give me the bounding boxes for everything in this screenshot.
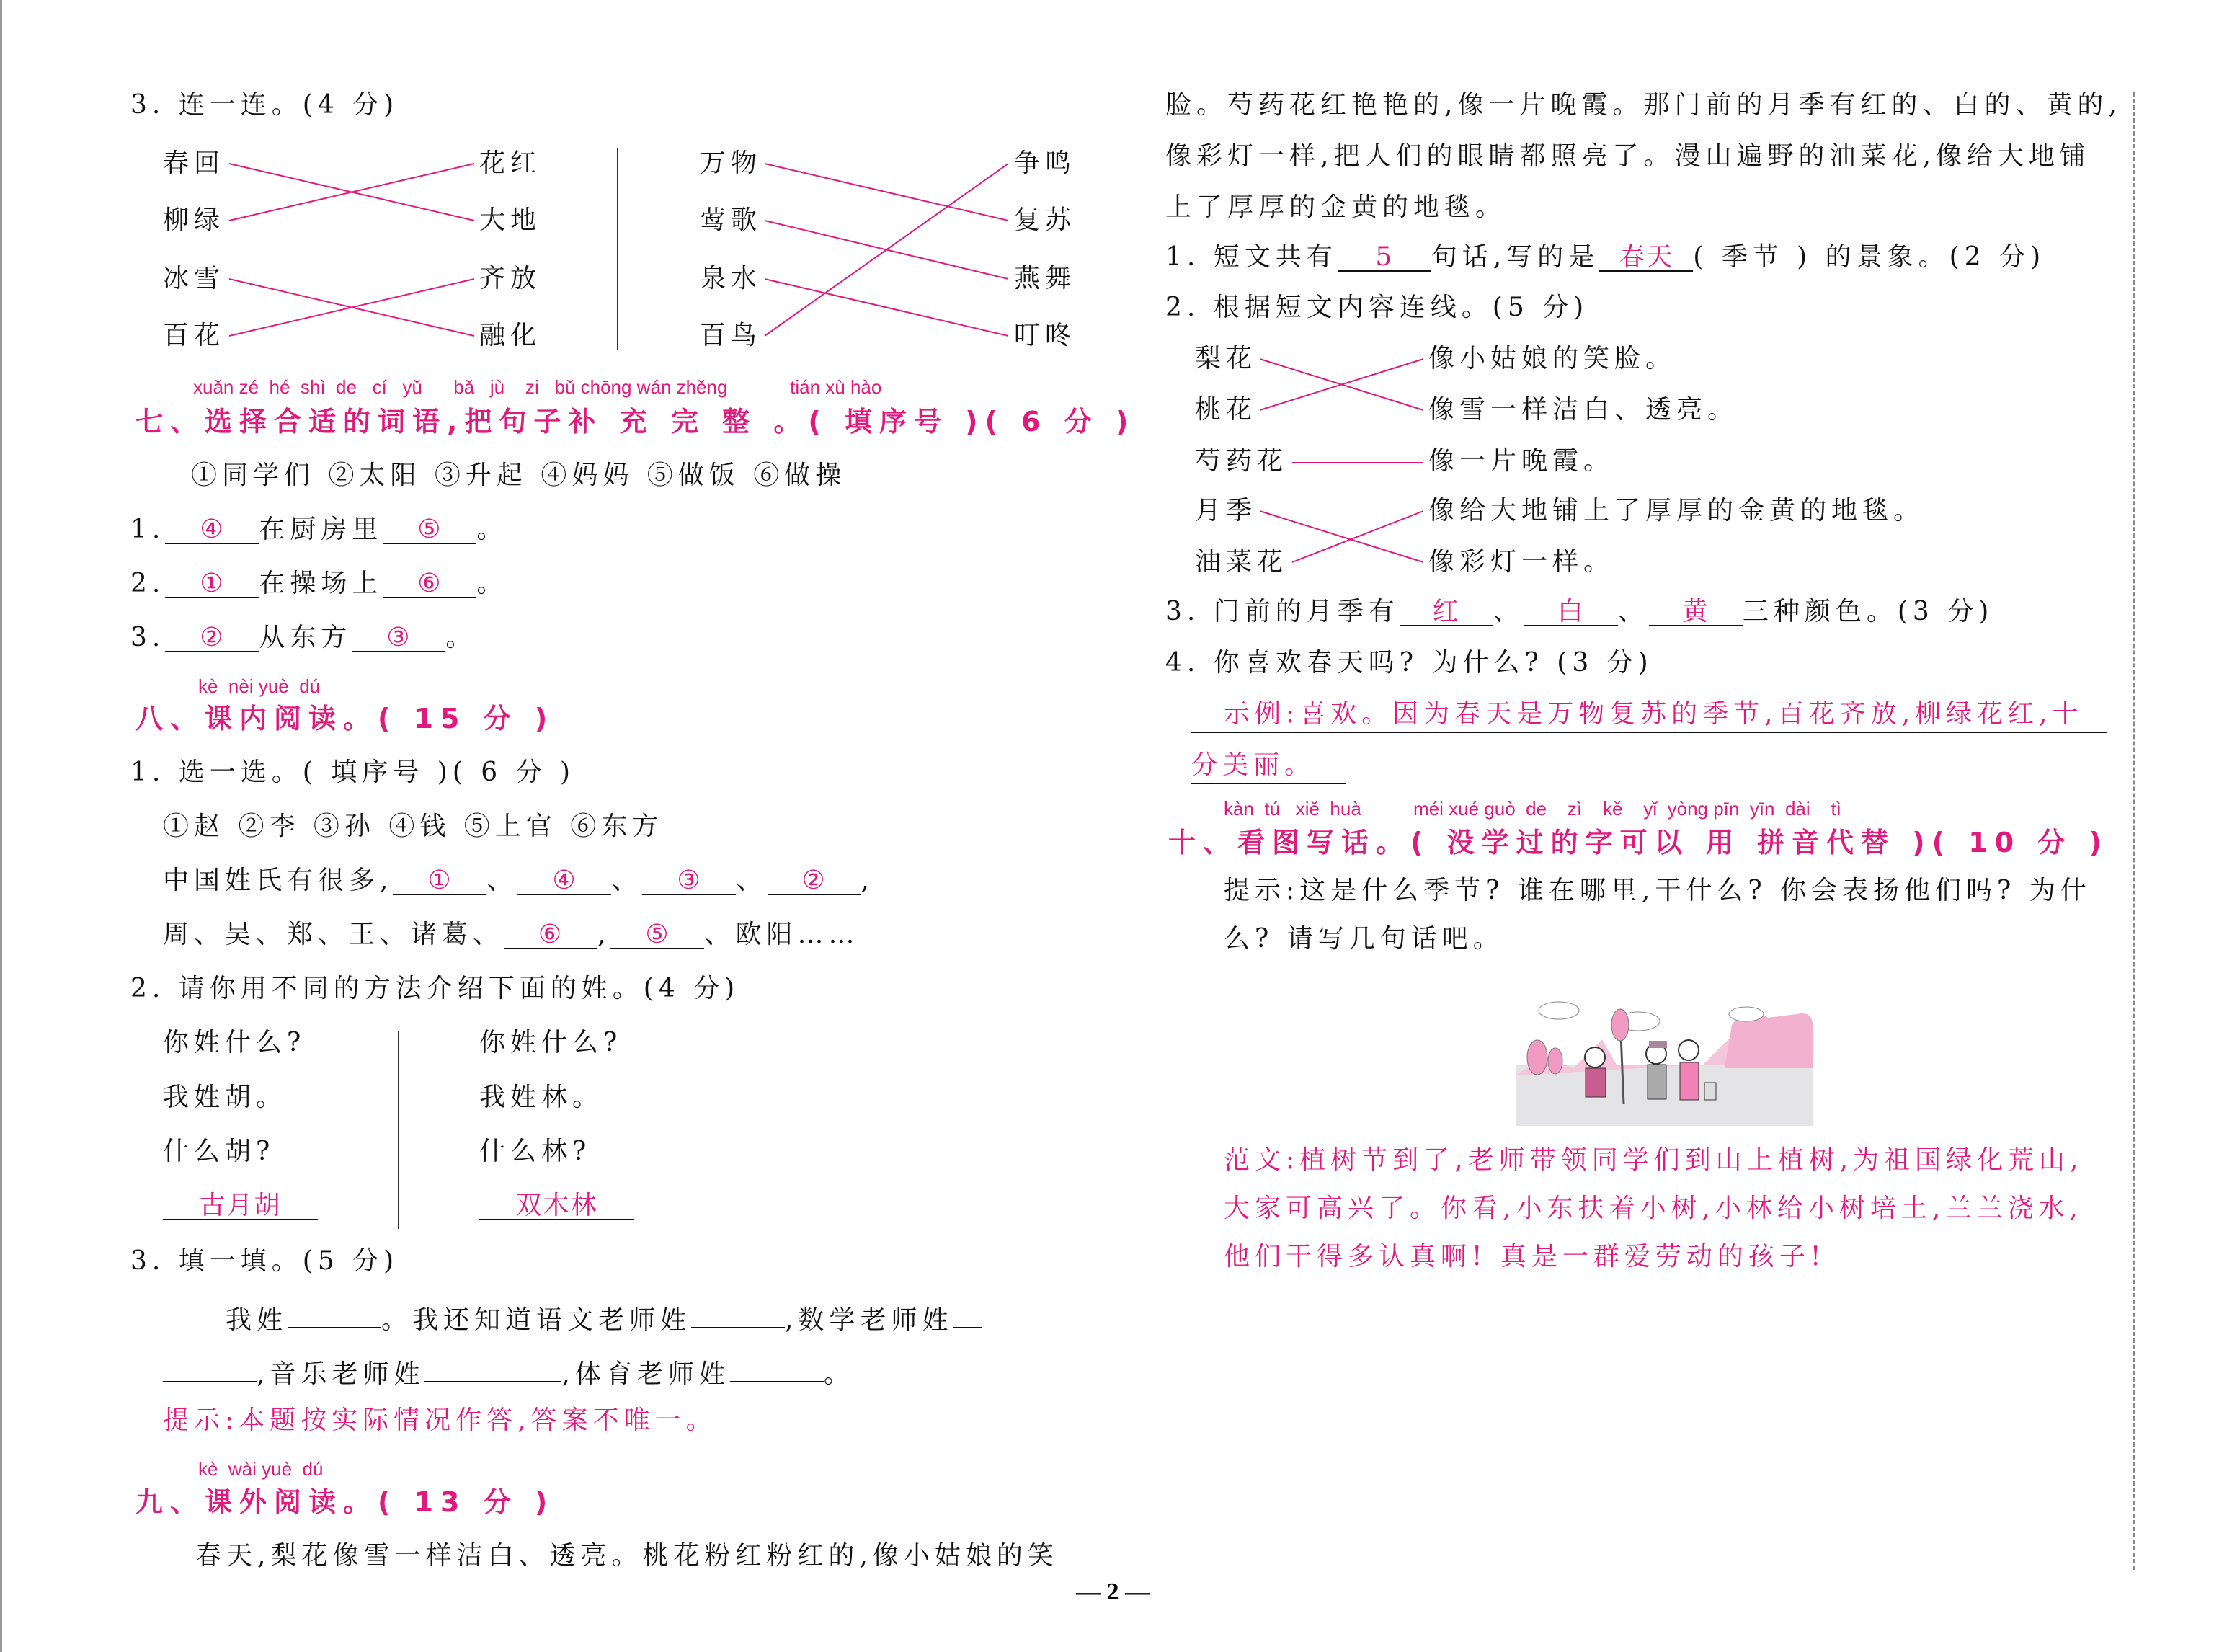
fill-row: 3. ② 从东方 ③ 。 [130,623,477,652]
fill-row: 2. ① 在操场上 ⑥ 。 [130,569,508,598]
dialog-line: 什么林? [479,1137,592,1166]
match-word: 万物 [700,148,762,178]
answer-blank[interactable]: ⑥ [504,919,597,949]
blank[interactable] [691,1298,785,1328]
question-4: 4. 你喜欢春天吗? 为什么? (3 分) [1165,648,1653,678]
surname-options: ①赵 ②李 ③孙 ④钱 ⑤上官 ⑥东方 [163,812,664,841]
answer-blank[interactable]: ① [165,568,259,598]
question-1: 1. 短文共有 5 句话,写的是 春天 ( 季节 ) 的景象。(2 分) [1165,242,2046,272]
answer-blank[interactable]: ⑤ [610,919,704,949]
blank[interactable] [424,1352,561,1382]
match-word: 柳绿 [163,205,226,235]
hint-text: 提示:本题按实际情况作答,答案不唯一。 [163,1405,717,1435]
reading-paragraph: 脸。芍药花红艳艳的,像一片晚霞。那门前的月季有红的、白的、黄的, [1165,90,2122,120]
section-8-heading: 八、课内阅读。( 15 分 ) [135,703,555,734]
blank[interactable] [163,1352,257,1382]
dialog-line: 我姓林。 [479,1083,604,1112]
column-divider [398,1031,399,1229]
answer-blank[interactable]: ④ [165,514,259,544]
answer-blank[interactable]: ② [165,622,259,652]
answer-blank[interactable]: 双木林 [479,1190,634,1220]
surname-row-1: 中国姓氏有很多, ① 、 ④ 、 ③ 、 ② , [163,866,874,895]
reading-paragraph: 上了厚厚的金黄的地毯。 [1165,192,1507,222]
simile: 像彩灯一样。 [1428,547,1615,577]
flower-name: 桃花 [1195,395,1258,425]
answer-line[interactable]: 分美丽。 [1191,750,1346,784]
answer-blank[interactable]: 5 [1338,241,1431,272]
question-3: 3. 门前的月季有 红 、 白 、 黄 三种颜色。(3 分) [1165,597,1994,626]
answer-blank[interactable]: ③ [642,865,736,895]
page-number: — 2 — [1076,1578,1150,1605]
surname-row-2: 周、吴、郑、王、诸葛、 ⑥ , ⑤ 、欧阳…… [163,920,860,949]
pinyin: kè wài yuè dú [198,1458,324,1480]
hint-text: 么? 请写几句话吧。 [1224,924,1504,954]
dialog-line: 我姓胡。 [163,1083,288,1112]
answer-blank[interactable]: ③ [352,622,445,652]
match-word: 融化 [479,321,542,350]
match-word: 春回 [163,148,226,178]
fill-line-1: 我姓 。我还知道语文老师姓 ,数学老师姓 [226,1298,982,1336]
match-word: 复苏 [1014,205,1077,235]
flower-name: 月季 [1195,496,1258,525]
simile: 像给大地铺上了厚厚的金黄的地毯。 [1428,496,1925,525]
dialog-line: 你姓什么? [479,1028,623,1057]
section-10-heading: 十、看图写话。( 没学过的字可以 用 拼音代替 )( 10 分 ) [1168,827,2109,858]
answer-blank[interactable]: ① [393,865,486,895]
blank[interactable] [953,1298,982,1328]
match-word: 花红 [479,148,542,178]
question-3: 3. 填一填。(5 分) [130,1246,399,1276]
reading-paragraph: 春天,梨花像雪一样洁白、透亮。桃花粉红粉红的,像小姑娘的笑 [195,1541,1059,1571]
match-line [765,164,1008,336]
answer-line[interactable]: 示例:喜欢。因为春天是万物复苏的季节,百花齐放,柳绿花红,十 [1191,698,2107,733]
dialog-line: 你姓什么? [163,1028,306,1057]
answer-blank[interactable]: ② [768,865,861,895]
binding-cut-line [2133,92,2135,1570]
match-word: 争鸣 [1014,148,1077,178]
match-word: 莺歌 [700,205,762,235]
match-word: 齐放 [479,264,542,293]
match-line [765,279,1008,336]
match-word: 百鸟 [700,321,762,350]
flower-name: 油菜花 [1195,547,1289,577]
blank[interactable] [288,1298,381,1328]
question-1: 1. 选一选。( 填序号 )( 6 分 ) [130,758,576,787]
word-options: ①同学们 ②太阳 ③升起 ④妈妈 ⑤做饭 ⑥做操 [191,461,847,490]
match-word: 百花 [163,321,226,350]
match-word: 冰雪 [163,264,226,293]
blank[interactable] [730,1352,824,1382]
model-essay: 大家可高兴了。你看,小东扶着小树,小林给小树培土,兰兰浇水, [1224,1194,2083,1223]
match-word: 燕舞 [1014,264,1077,293]
flower-name: 梨花 [1195,344,1258,373]
answer-blank[interactable]: 黄 [1649,596,1743,626]
model-essay: 范文:植树节到了,老师带领同学们到山上植树,为祖国绿化荒山, [1224,1145,2084,1175]
pinyin: xuǎn zé hé shì de cí yǔ bǎ jù zi bǔ chōng wán zhěng tián xù hào [193,376,882,398]
answer-blank[interactable]: 白 [1524,596,1618,626]
fill-row: 1. ④ 在厨房里 ⑤ 。 [130,515,508,544]
section-7-heading: 七、选择合适的词语,把句子补 充 完 整 。( 填序号 )( 6 分 ) [135,406,1136,438]
fill-line-2: ,音乐老师姓 ,体育老师姓 。 [163,1352,855,1390]
simile: 像雪一样洁白、透亮。 [1428,395,1739,425]
match-line [1292,511,1423,562]
question-2: 2. 根据短文内容连线。(5 分) [1165,293,1589,322]
flower-name: 芍药花 [1195,446,1289,476]
q3-title: 3. 连一连。(4 分) [130,90,399,120]
match-word: 叮咚 [1014,321,1077,350]
answer-blank[interactable]: 古月胡 [163,1190,318,1220]
answer-blank[interactable]: ④ [517,865,611,895]
pinyin: kàn tú xiě huà méi xué guò de zì kě yǐ yòng pīn yīn dài tì [1224,798,1841,820]
simile: 像一片晚霞。 [1428,446,1615,476]
section-9-heading: 九、课外阅读。( 13 分 ) [135,1486,555,1518]
answer-blank[interactable]: ⑥ [383,568,476,598]
model-essay: 他们干得多认真啊! 真是一群爱劳动的孩子! [1224,1242,1826,1271]
reading-paragraph: 像彩灯一样,把人们的眼睛都照亮了。漫山遍野的油菜花,像给大地铺 [1165,141,2091,171]
match-line [765,164,1008,221]
tree-planting-illustration [1516,996,1813,1126]
hint-text: 提示:这是什么季节? 谁在哪里,干什么? 你会表扬他们吗? 为什 [1224,876,2091,905]
dialog-line: 什么胡? [163,1137,275,1166]
pinyin: kè nèi yuè dú [198,675,321,697]
question-2: 2. 请你用不同的方法介绍下面的姓。(4 分) [130,974,740,1003]
simile: 像小姑娘的笑脸。 [1428,344,1677,373]
answer-blank[interactable]: 春天 [1599,241,1693,272]
answer-blank[interactable]: ⑤ [383,514,476,544]
answer-blank[interactable]: 红 [1400,596,1493,626]
match-word: 大地 [479,205,542,235]
match-word: 泉水 [700,264,762,293]
